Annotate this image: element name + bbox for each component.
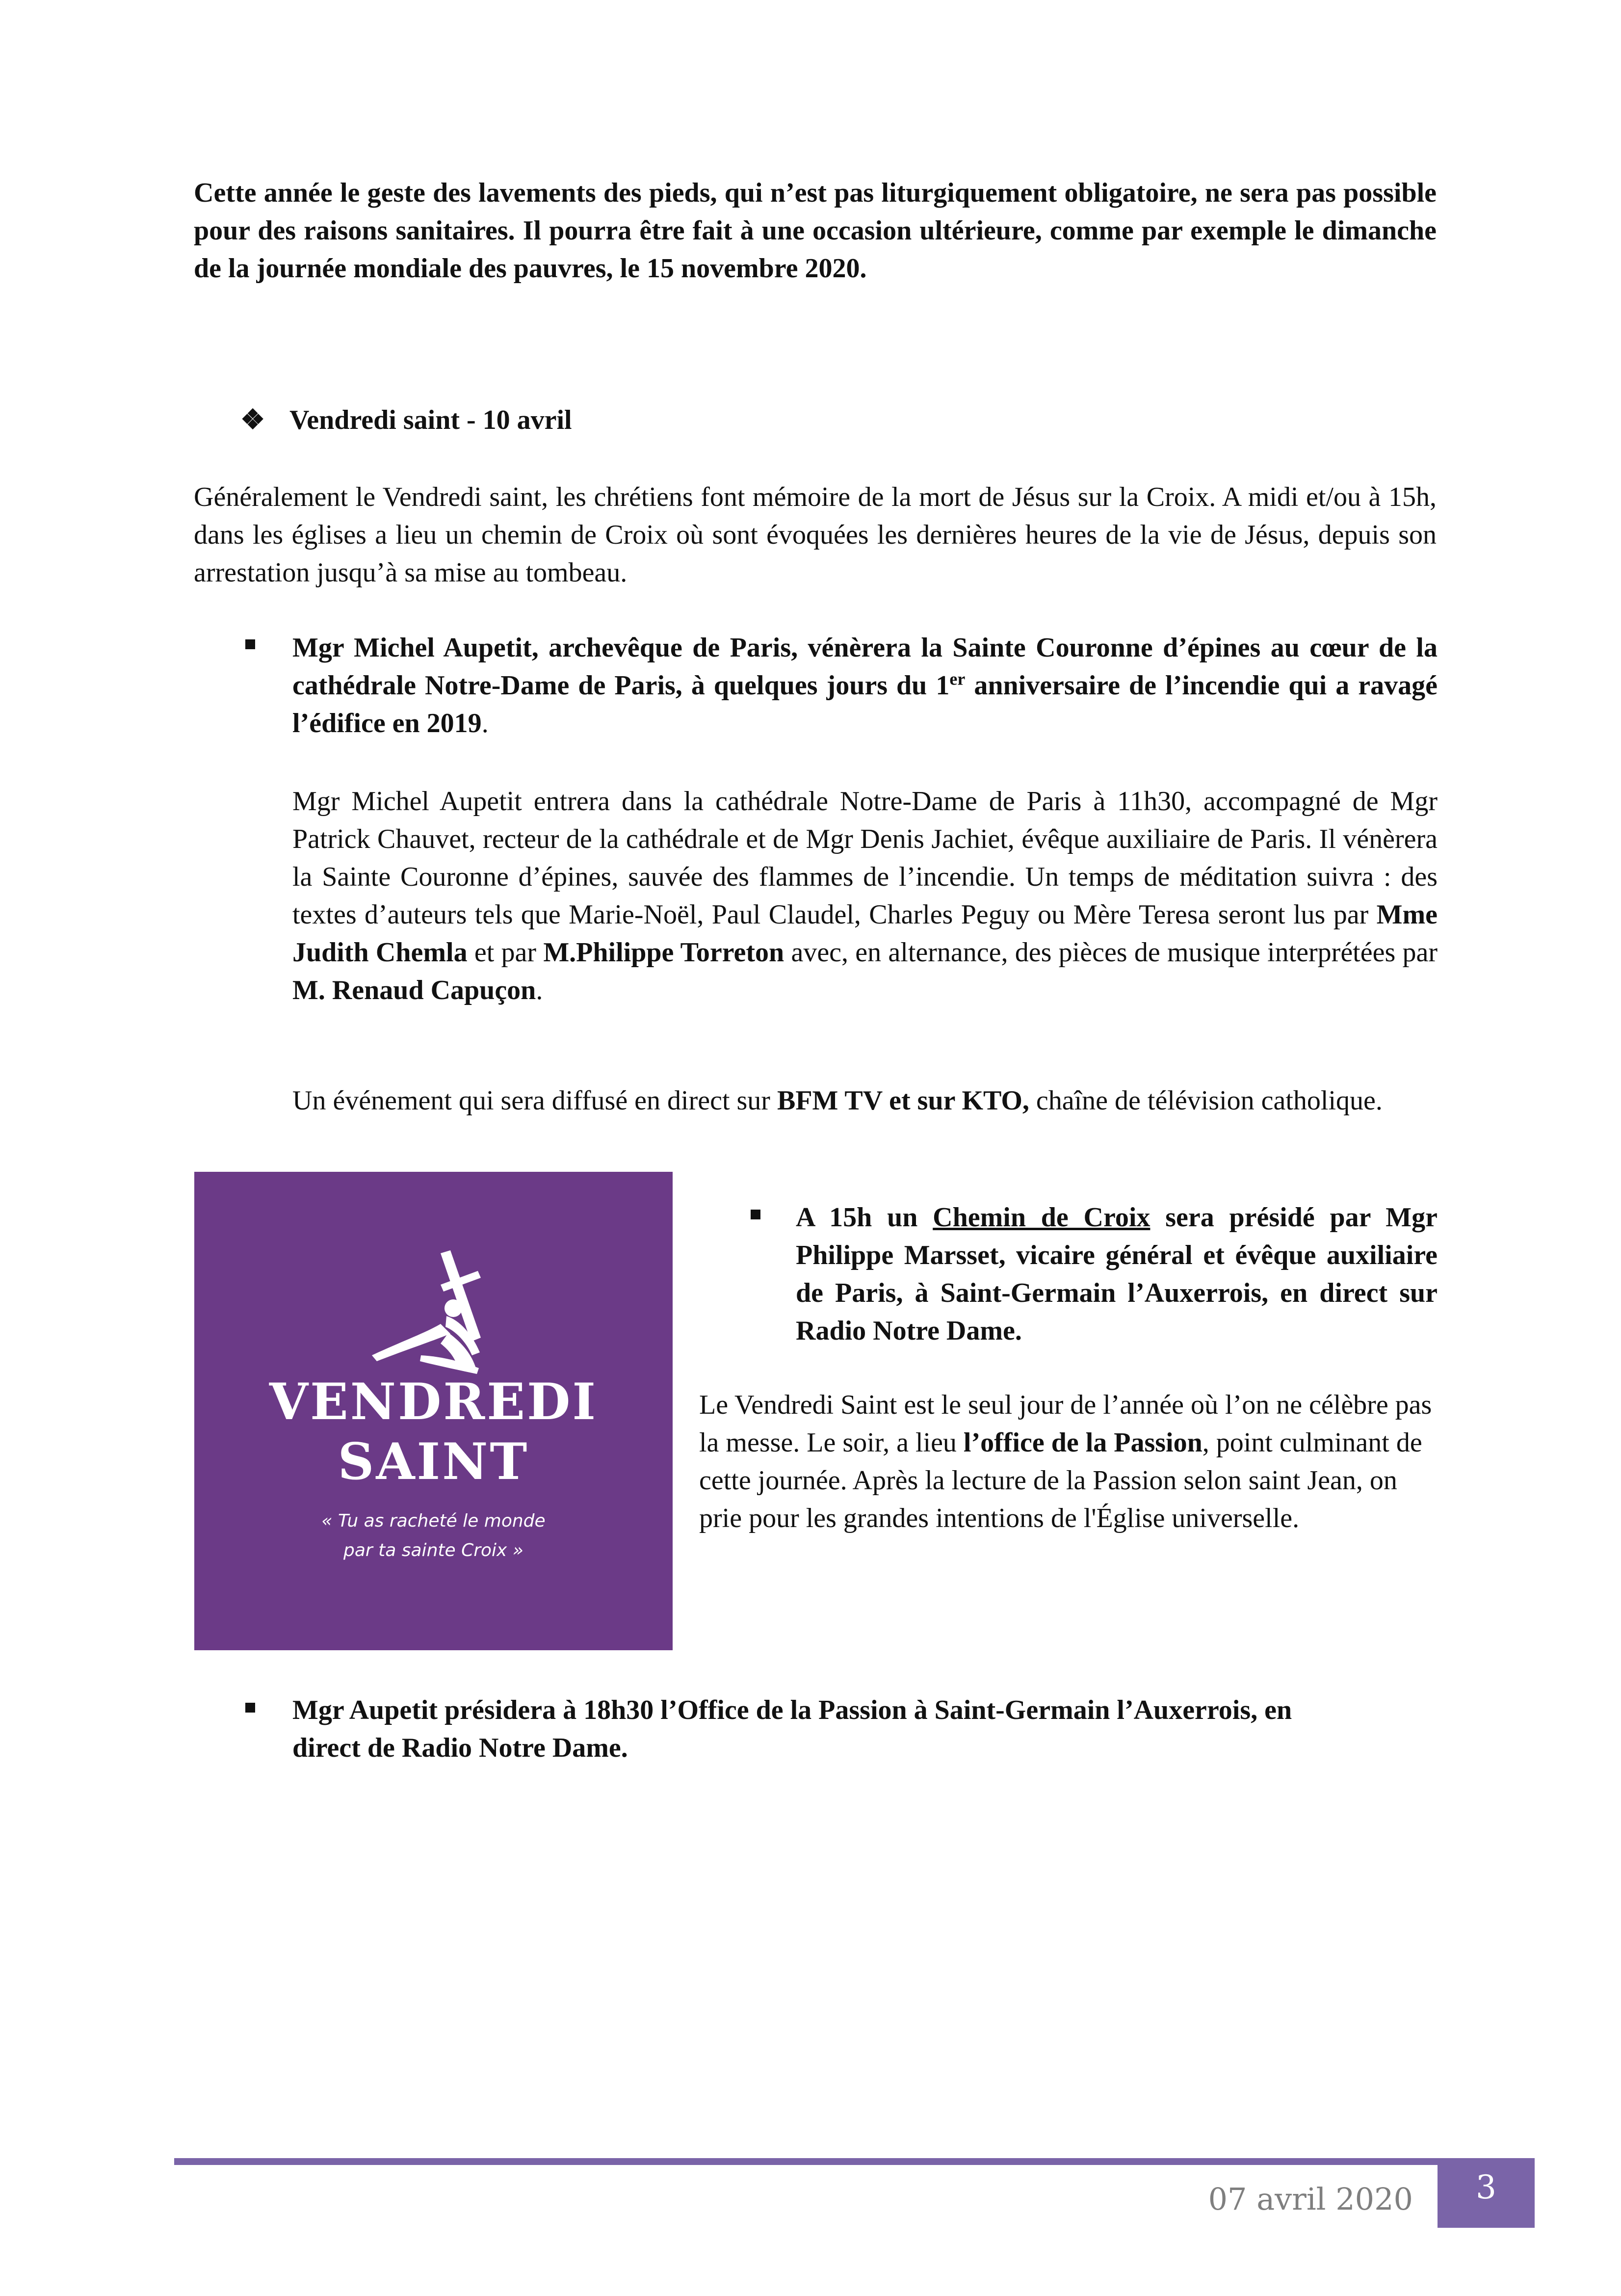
section-heading-text: Vendredi saint - 10 avril <box>289 405 572 435</box>
vendredi-saint-paragraph: Généralement le Vendredi saint, les chrétiens font mémoire de la mort de Jésus sur la Croix. A midi et/ou à 15h, dans les églises a lieu un chemin de Croix où sont évoquées les dernières heures de la vie de Jésus, depuis son arrestation jusqu’à sa mise au tombeau. <box>194 482 1437 588</box>
vendredi-saint-promo-image <box>194 1172 673 1650</box>
bullet-office-passion: Mgr Aupetit présidera à 18h30 l’Office de la Passion à Saint-Germain l’Auxerrois, en direct de Radio Notre Dame. <box>292 1695 1292 1763</box>
page-number: 3 <box>1438 2158 1535 2228</box>
bullet-chemin-de-croix: A 15h un Chemin de Croix sera présidé par Mgr Philippe Marsset, vicaire général et évêque auxiliaire de Paris, à Saint-Germain l’Auxerrois, en direct sur Radio Notre Dame. <box>796 1202 1438 1346</box>
office-passion-paragraph: Le Vendredi Saint est le seul jour de l’année où l’on ne célèbre pas la messe. Le soir, a lieu l’office de la Passion, point culminant de cette journée. Après la lecture de la Passion selon saint Jean, on prie pour les grandes intentions de l'Église universelle. <box>699 1390 1432 1533</box>
square-bullet-icon <box>245 1703 255 1713</box>
promo-title: VENDREDI SAINT <box>269 1372 598 1491</box>
square-bullet-icon <box>751 1210 760 1219</box>
musician-name: M. Renaud Capuçon <box>292 975 536 1005</box>
christ-carrying-cross-icon <box>367 1250 499 1378</box>
footer-date: 07 avril 2020 <box>1208 2181 1413 2217</box>
intro-paragraph: Cette année le geste des lavements des pieds, qui n’est pas liturgiquement obligatoire, ne sera pas possible pour des raisons sanitaires. Il pourra être fait à une occasion ultérieure, comme par exemple le dimanche de la journée mondiale des pauvres, le 15 novembre 2020. <box>194 178 1437 284</box>
promo-quote: « Tu as racheté le monde par ta sainte Croix » <box>321 1511 546 1560</box>
chemin-de-croix-link[interactable]: Chemin de Croix <box>933 1202 1150 1233</box>
diamond-bullet-icon: ❖ <box>240 405 265 435</box>
bullet-aupetit-couronne: Mgr Michel Aupetit, archevêque de Paris, vénèrera la Sainte Couronne d’épines au cœur de la cathédrale Notre-Dame de Paris, à quelques jours du 1er anniversaire de l’incendie qui a ravagé l’édifice en 2019. <box>292 633 1438 739</box>
footer-rule <box>174 2158 1535 2165</box>
reader-name: M.Philippe Torreton <box>543 937 784 968</box>
broadcast-paragraph: Un événement qui sera diffusé en direct sur BFM TV et sur KTO, chaîne de télévision catholique. <box>292 1085 1383 1116</box>
section-heading-vendredi-saint <box>240 401 1222 439</box>
square-bullet-icon <box>245 639 255 649</box>
reader-name: Mme Judith Chemla <box>292 899 1438 968</box>
couronne-details-paragraph: Mgr Michel Aupetit entrera dans la cathédrale Notre-Dame de Paris à 11h30, accompagné de Mgr Patrick Chauvet, recteur de la cathédrale et de Mgr Denis Jachiet, évêque auxiliaire de Paris. Il vénèrera la Sainte Couronne d’épines, sauvée des flammes de l’incendie. Un temps de méditation suivra : des textes d’auteurs tels que Marie-Noël, Paul Claudel, Charles Peguy ou Mère Teresa seront lus par Mme Judith Chemla et par M.Philippe Torreton avec, en alternance, des pièces de musique interprétées par M. Renaud Capuçon. <box>292 786 1438 1005</box>
